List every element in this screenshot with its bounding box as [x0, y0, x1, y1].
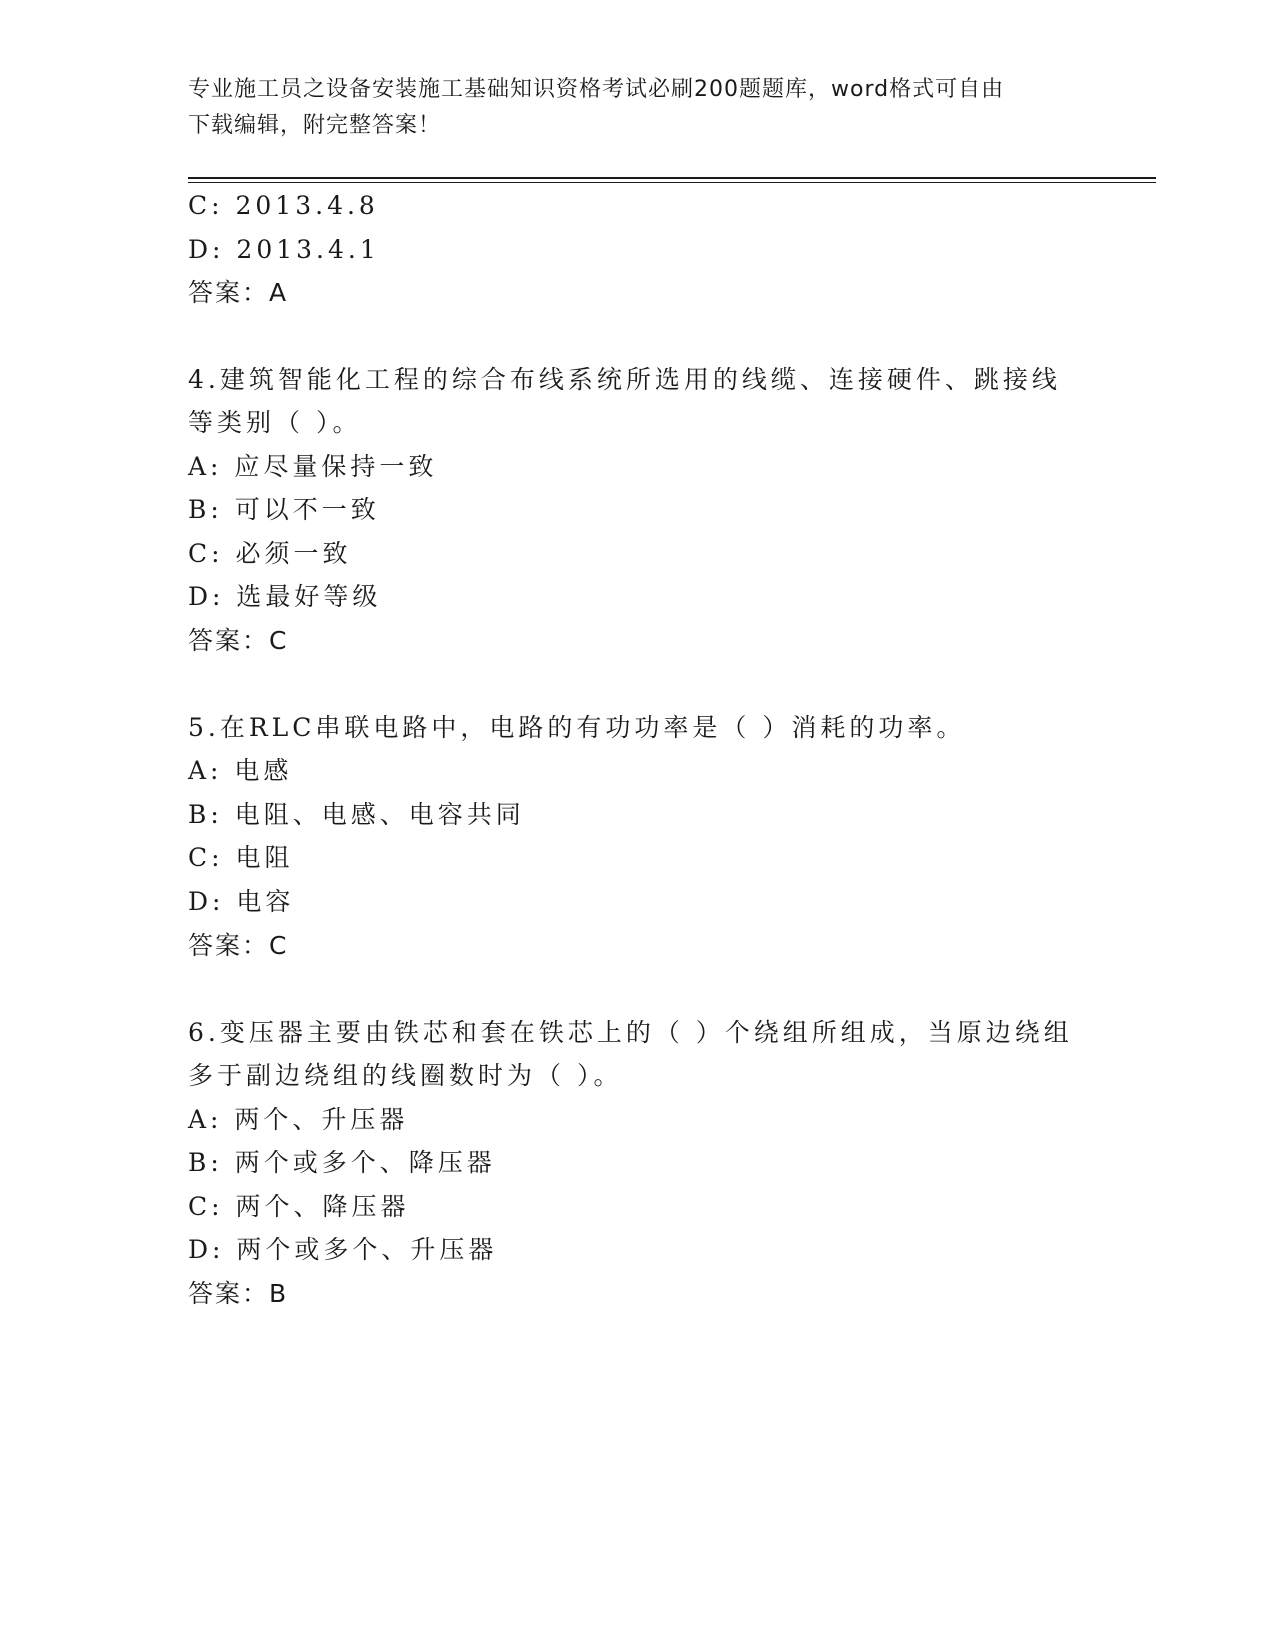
- q5-option-d: D: 电容: [188, 887, 295, 916]
- q4-answer: 答案：C: [188, 626, 289, 655]
- header-title-line-2: 下载编辑，附完整答案！: [188, 113, 442, 138]
- q6-option-b: B: 两个或多个、降压器: [188, 1148, 496, 1177]
- q3-option-c: C: 2013.4.8: [188, 191, 379, 220]
- q6-stem-line-1: 6.变压器主要由铁芯和套在铁芯上的（ ）个绕组所组成，当原边绕组: [188, 1018, 1073, 1047]
- q5-stem-line-1: 5.在RLC串联电路中，电路的有功功率是（ ）消耗的功率。: [188, 713, 966, 742]
- q5-option-c: C: 电阻: [188, 843, 294, 872]
- header-rule-thin: [188, 182, 1156, 183]
- q4-option-c: C: 必须一致: [188, 539, 352, 568]
- q5-option-a: A: 电感: [188, 756, 293, 785]
- q3-answer: 答案：A: [188, 278, 289, 307]
- q4-option-b: B: 可以不一致: [188, 495, 380, 524]
- q4-stem-line-2: 等类别（ ）。: [188, 408, 362, 437]
- q6-option-a: A: 两个、升压器: [188, 1105, 409, 1134]
- q6-answer: 答案：B: [188, 1279, 289, 1308]
- q4-option-a: A: 应尽量保持一致: [188, 452, 438, 481]
- q6-option-c: C: 两个、降压器: [188, 1192, 410, 1221]
- document-header: [188, 72, 1088, 144]
- q4-stem-line-1: 4.建筑智能化工程的综合布线系统所选用的线缆、连接硬件、跳接线: [188, 365, 1061, 394]
- q3-option-d: D: 2013.4.1: [188, 235, 380, 264]
- q4-option-d: D: 选最好等级: [188, 582, 382, 611]
- q6-stem-line-2: 多于副边绕组的线圈数时为（ ）。: [188, 1061, 623, 1090]
- q5-answer: 答案：C: [188, 931, 289, 960]
- header-rule-thick: [188, 177, 1156, 179]
- q5-option-b: B: 电阻、电感、电容共同: [188, 800, 525, 829]
- header-title-line-1: 专业施工员之设备安装施工基础知识资格考试必刷200题题库，word格式可自由: [188, 77, 1005, 102]
- q6-option-d: D: 两个或多个、升压器: [188, 1235, 498, 1264]
